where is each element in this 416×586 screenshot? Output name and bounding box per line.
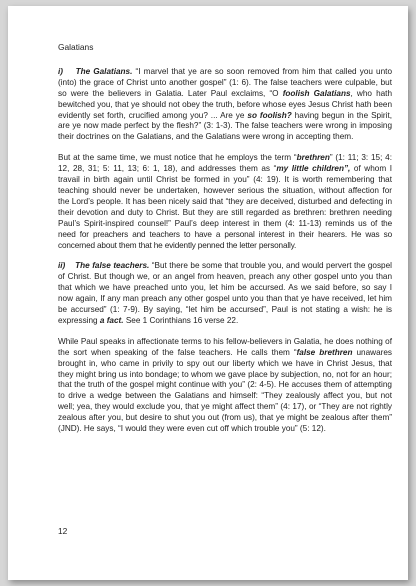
- emphasis-text: foolish Galatians: [282, 88, 351, 98]
- paragraph-text: ” (1: 11; 3: 15; 4: 12, 28, 31; 5: 11, 13; 6: 1, 18), and addresses them as “: [58, 153, 393, 174]
- emphasis-text: so foolish?: [247, 110, 292, 120]
- page-content: [58, 42, 392, 445]
- emphasis-text: a fact.: [99, 315, 124, 325]
- emphasis-text: brethren: [296, 153, 330, 163]
- section-label: ii): [58, 261, 66, 271]
- emphasis-text: my little children”,: [276, 164, 351, 174]
- paragraph-text: , who hath bewitched you, that ye should not obey the truth, before whose eyes Jesus Christ hath been evidently set forth, crucified among you? ... Are ye: [58, 88, 393, 120]
- paragraph-text: See 1 Corinthians 16 verse 22.: [123, 315, 239, 325]
- paragraph-text: the need for preachers and teachers to have a personal interest in their hearers. He was so concerned about them that he evidently penned the letter personally.: [58, 218, 392, 250]
- paragraph-text: But at the same time, we must notice that he employs the term “: [58, 153, 297, 163]
- paragraph-text: While Paul speaks in affectionate terms to his fellow-believers in Galatia, he does nothing of the sort when speaking of the false teachers. He calls them “: [58, 336, 392, 357]
- section-label: i): [58, 66, 64, 76]
- emphasis-text: false brethren: [296, 347, 353, 357]
- paragraph-false-teachers: [58, 261, 392, 326]
- section-heading: The Galatians.: [75, 66, 133, 76]
- page-number: 12: [58, 526, 68, 536]
- paragraph-galatians: [58, 67, 392, 143]
- paragraph-brethren: [58, 153, 392, 251]
- section-heading: The false teachers.: [75, 261, 150, 271]
- paragraph-text: unawares brought in, who came in privily to spy out our liberty which we have in Christ Jesus, that they might bring us into bondage; to whom we gave place by subjection, no, not for an hour; that the truth of the gospel might continue with you” (2: 4-5). He accuses them of attempting to drive a wedge between the Galatians and himself: “They zealously affect you, but not well; yea, they would exclude you, that ye might affect them” (4: 17), or “They are not rightly zealous after you, but desire to shut you out (from us), that ye might be zealous after them” (JND). He says, “I would they were even cut off which trouble you” (5: 12).: [58, 347, 393, 434]
- paragraph-text: “I marvel that ye are so soon removed from him that called you unto (into) the grace of Christ unto another gospel” (1: 6). The false teachers were culpable, but so were the believers in Galatia. Later Paul exclaims, “O: [58, 66, 392, 98]
- running-head: Galatians: [58, 42, 94, 52]
- paragraph-text: having begun in the Spirit, are ye now made perfect by the flesh?” (3: 1-3). The false teachers were wrong in imposing their doctrines on the Galatians, and the Galatians were wrong in accepting them.: [58, 110, 393, 142]
- paragraph-false-brethren: [58, 337, 392, 435]
- book-page: [8, 6, 408, 580]
- paragraph-text: of whom I travail in birth again until Christ be formed in you” (4: 19). It is worth remembering that teaching should never be undertaken, however serious the situation, without affection for the Lord’s people. It has been nicely said that “they are deceived, disturbed and defecting in their devotion and duty to Christ. But they are still regarded as brethren: brethren needing Paul’s Spirit-inspired counsel!” Paul’s deep interest in them (4: 11-13) reminds us of: [58, 164, 392, 228]
- paragraph-text: “But there be some that trouble you, and would pervert the gospel of Christ. But though we, or an angel from heaven, preach any other gospel unto you than that which we have preached unto you, let him be accursed. As we said before, so say I now again, If any man preach any other gospel unto you than that ye have received, let him be accursed” (1: 7-9). By saying, “let him be accursed”, Paul is not stating a wish: he is expressing: [58, 261, 392, 325]
